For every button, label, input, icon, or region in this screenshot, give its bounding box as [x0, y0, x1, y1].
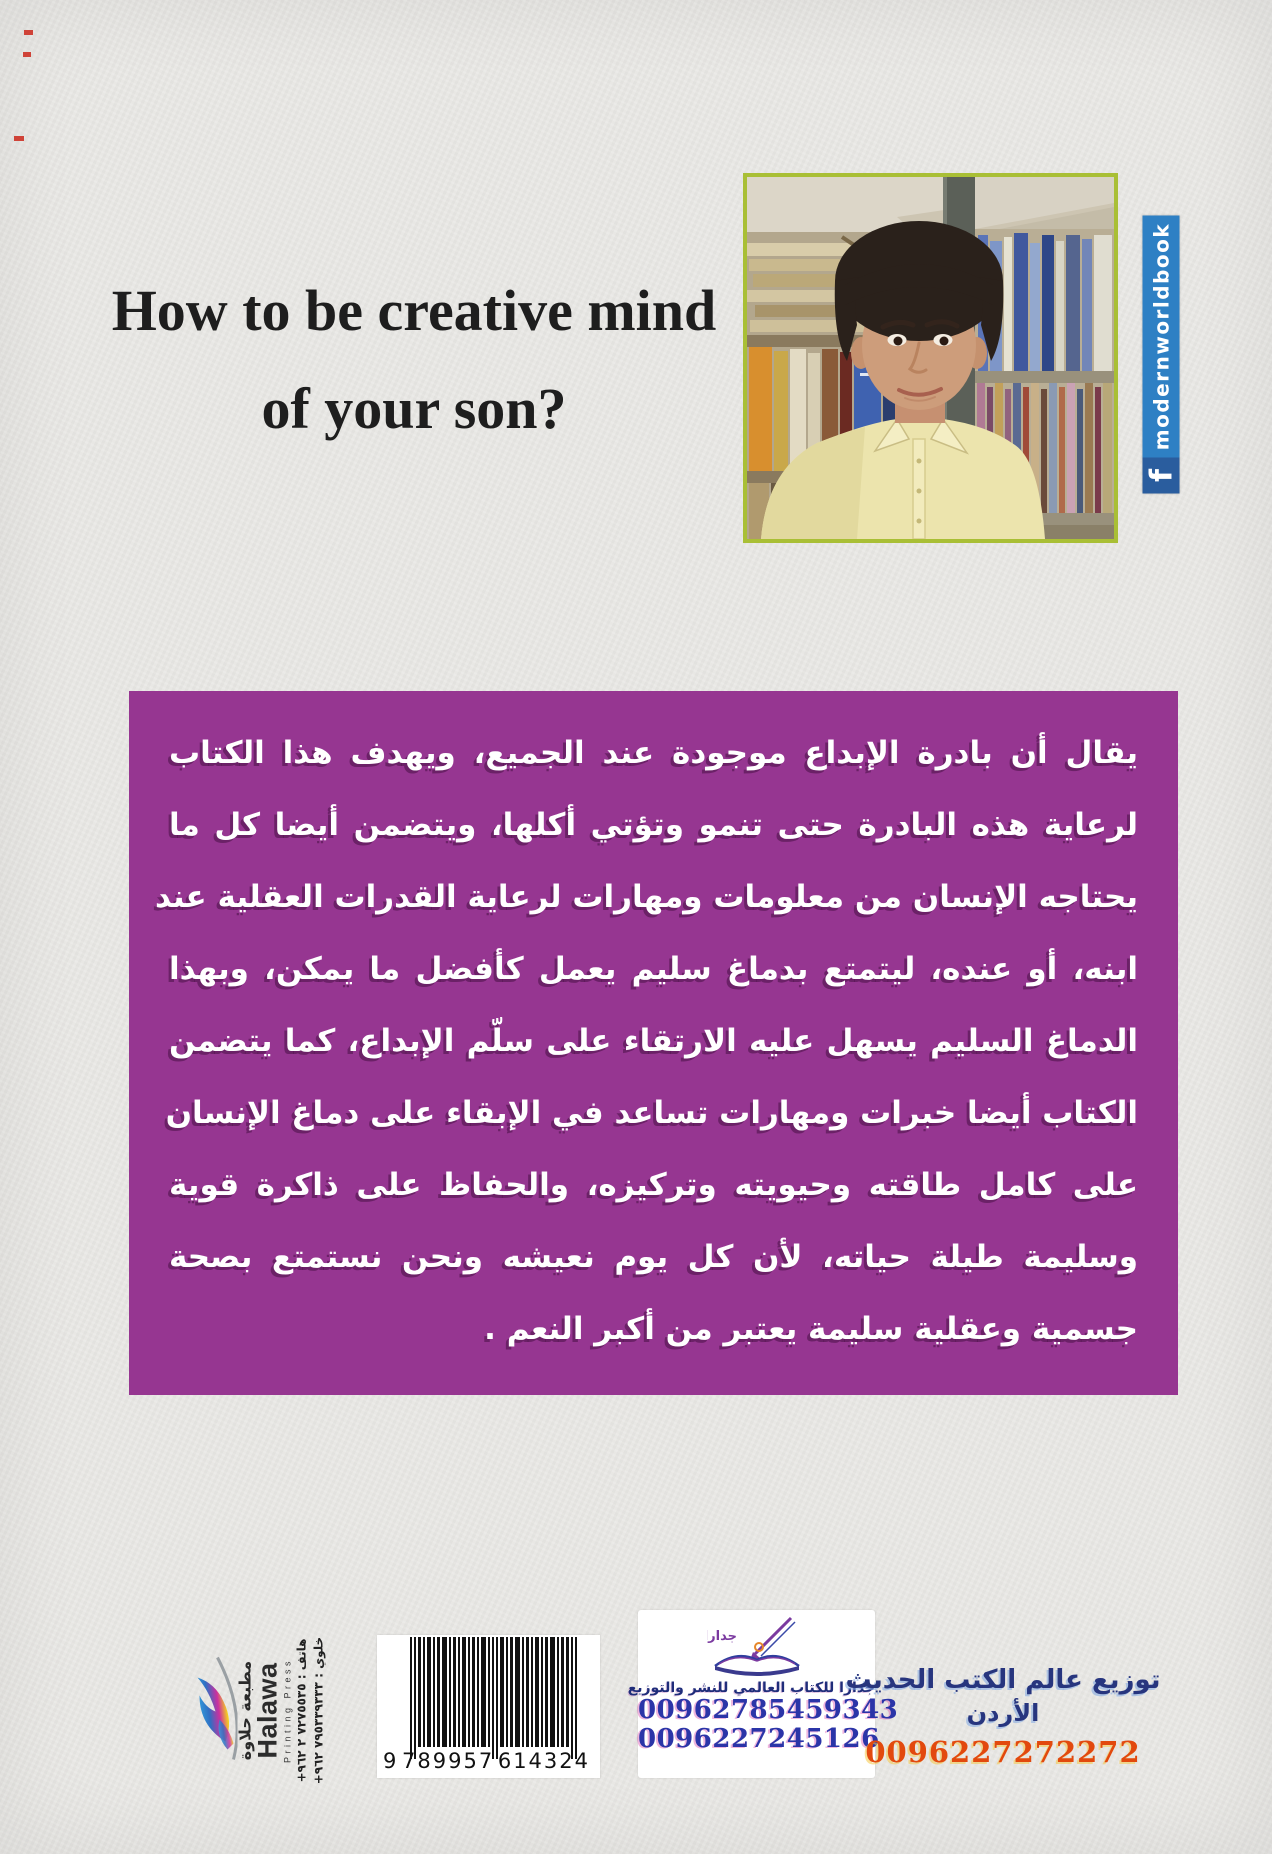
distributor-phone: 0096227272272	[865, 1734, 1141, 1769]
blurb-line: يقال أن بادرة الإبداع موجودة عند الجميع، ويهدف هذا الكتاب	[169, 735, 1138, 771]
blurb-line: الكتاب أيضا خبرات ومهارات تساعد في الإبقاء على دماغ الإنسان	[165, 1095, 1138, 1131]
printer-phone: هاتف : ٧٢٧٥٥٣٥ ٢ ٩٦٢+	[294, 1638, 309, 1783]
cover-photo	[743, 173, 1118, 543]
svg-text:جدارا: جدارا	[706, 1629, 737, 1644]
facebook-icon: f	[1143, 458, 1180, 494]
distributor-country: الأردن	[966, 1698, 1040, 1727]
bookshelf-photo-illustration	[747, 177, 1114, 539]
distributor-name: توزيع عالم الكتب الحديث	[845, 1665, 1161, 1695]
printer-name-arabic: مطبعة حلاوة	[235, 1660, 255, 1761]
publisher-block	[627, 1610, 899, 1778]
printer-credit-block	[194, 1621, 339, 1801]
edge-mark	[14, 136, 24, 141]
title-line-2: of your son?	[261, 376, 567, 441]
edge-mark	[23, 52, 31, 57]
publisher-phone-1: 00962785459343	[638, 1695, 899, 1726]
isbn-number	[383, 1749, 590, 1773]
edge-mark	[24, 30, 33, 35]
blurb-line: جسمية وعقلية سليمة يعتبر من أكبر النعم .	[484, 1311, 1138, 1347]
publisher-name: جدارا للكتاب العالمي للنشر والتوزيع	[627, 1680, 875, 1696]
barcode-bars	[410, 1637, 577, 1761]
blurb-line: لرعاية هذه البادرة حتى تنمو وتؤتي أكلها، ويتضمن أيضا كل ما	[169, 807, 1138, 843]
isbn-group-1: 789957	[402, 1749, 495, 1773]
printer-mobile: خلوي : ٧٩٥٣٣٩٣٣٣ ٩٦٢+	[311, 1636, 326, 1785]
halawa-bird-logo-icon	[194, 1652, 238, 1770]
jadara-book-pen-logo-icon	[707, 1614, 807, 1676]
blurb-line: وسليمة طيلة حياته، لأن كل يوم نعيشه ونحن نستمتع بصحة	[169, 1239, 1138, 1275]
isbn-barcode	[377, 1635, 600, 1778]
facebook-strip	[1143, 216, 1180, 494]
page-title	[84, 262, 744, 458]
title-line-1: How to be creative mind	[111, 278, 717, 343]
isbn-digit-left: 9	[383, 1749, 399, 1773]
publisher-phone-2: 0096227245126	[638, 1723, 880, 1754]
blurb-line: ابنه، أو عنده، ليتمتع بدماغ سليم يعمل كأفضل ما يمكن، وبهذا	[169, 951, 1138, 987]
printer-name-latin: Halawa	[252, 1662, 283, 1759]
arabic-blurb-box	[129, 691, 1178, 1395]
blurb-line: الدماغ السليم يسهل عليه الارتقاء على سلّم الإبداع، كما يتضمن	[169, 1023, 1138, 1059]
isbn-group-2: 614324	[497, 1749, 590, 1773]
distributor-block	[845, 1666, 1160, 1769]
facebook-handle: modernworldbook	[1149, 222, 1173, 451]
blurb-line: على كامل طاقته وحيويته وتركيزه، والحفاظ على ذاكرة قوية	[169, 1167, 1138, 1203]
printer-subtitle: Printing Press	[282, 1657, 293, 1764]
blurb-line: يحتاجه الإنسان من معلومات ومهارات لرعاية القدرات العقلية عند	[154, 879, 1138, 915]
